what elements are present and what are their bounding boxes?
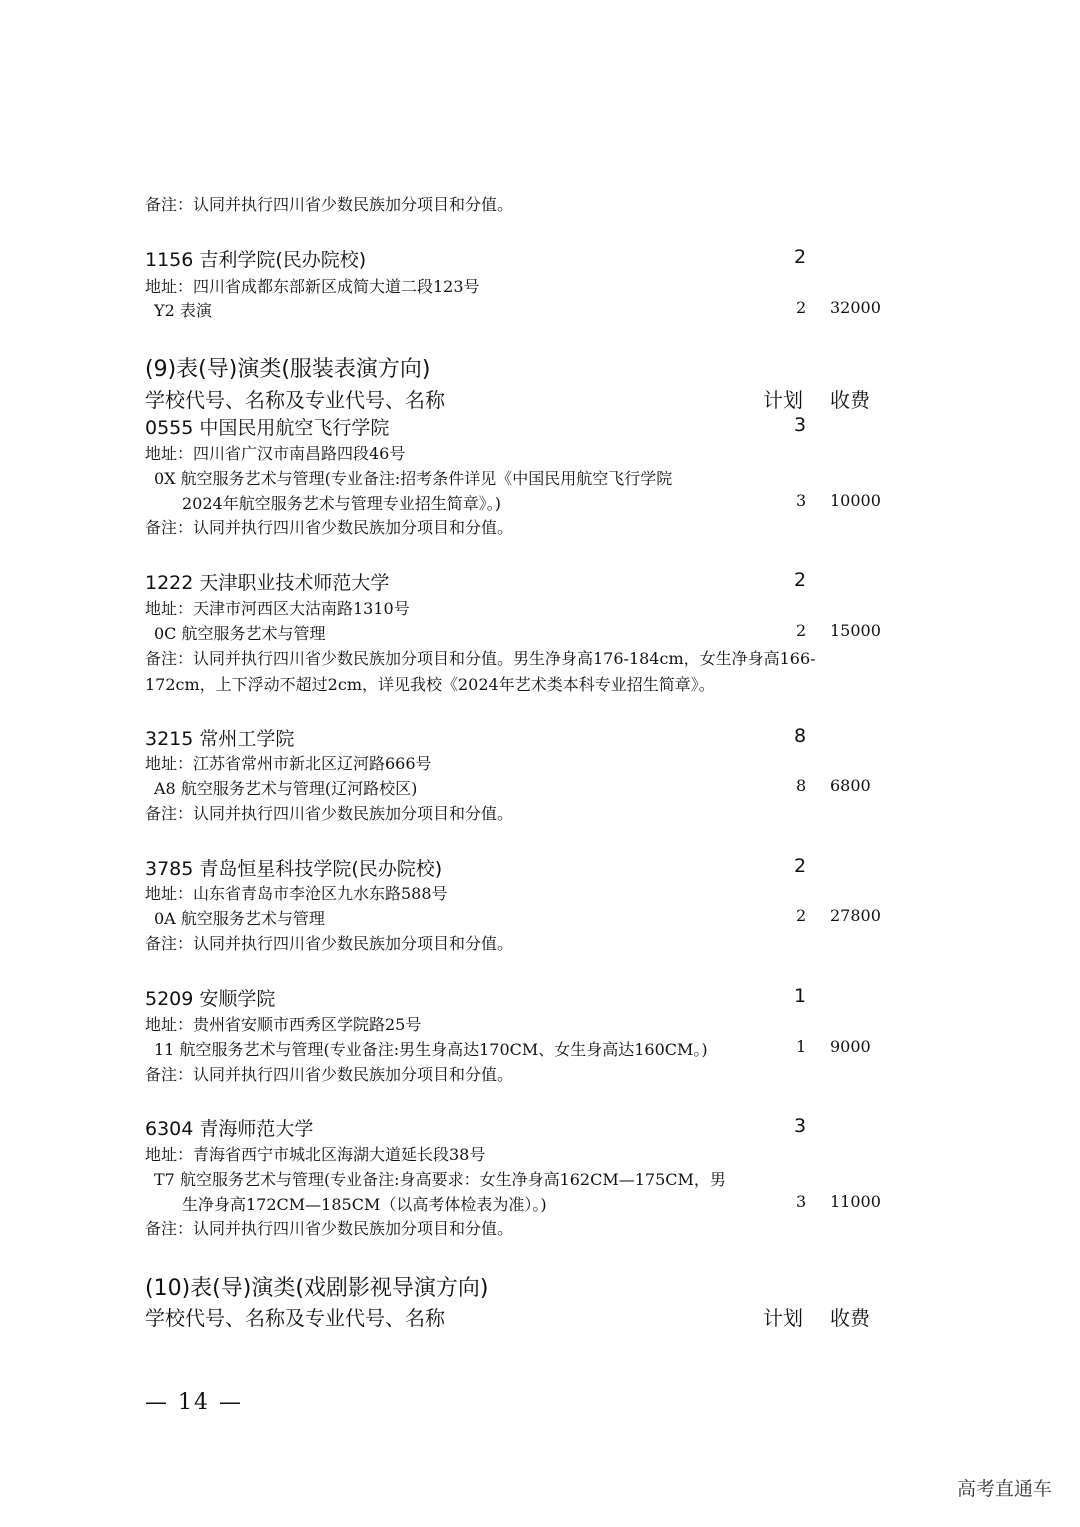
school-address: 地址：山东省青岛市李沧区九水东路588号: [145, 884, 448, 903]
remark-text: 备注：认同并执行四川省少数民族加分项目和分值。: [145, 1219, 514, 1238]
major-name-continued: 2024年航空服务艺术与管理专业招生简章》。): [182, 494, 501, 513]
school-name: 3215 常州工学院: [145, 728, 295, 750]
school-address: 地址：四川省广汉市南昌路四段46号: [145, 444, 406, 463]
school-name: 0555 中国民用航空飞行学院: [145, 417, 390, 439]
page-number: — 14 —: [145, 1390, 243, 1415]
remark-text: 备注：认同并执行四川省少数民族加分项目和分值。: [145, 1065, 514, 1084]
major-fee: 27800: [830, 906, 881, 925]
remark-text: 备注：认同并执行四川省少数民族加分项目和分值。: [145, 195, 514, 214]
school-plan: 2: [794, 855, 807, 877]
section-title: (9)表(导)演类(服装表演方向): [145, 357, 431, 382]
major-name: A8 航空服务艺术与管理(辽河路校区): [154, 779, 418, 798]
school-address: 地址：江苏省常州市新北区辽河路666号: [145, 754, 432, 773]
major-name: Y2 表演: [154, 301, 212, 320]
major-plan: 2: [796, 298, 807, 317]
table-header-plan: 计划: [763, 388, 803, 412]
school-name: 1222 天津职业技术师范大学: [145, 572, 390, 594]
major-name: 0X 航空服务艺术与管理(专业备注:招考条件详见《中国民用航空飞行学院: [154, 469, 673, 488]
school-plan: 8: [794, 725, 807, 747]
remark-text: 备注：认同并执行四川省少数民族加分项目和分值。: [145, 804, 514, 823]
table-header-fee: 收费: [830, 388, 870, 412]
school-address: 地址：贵州省安顺市西秀区学院路25号: [145, 1015, 422, 1034]
remark-text: 备注：认同并执行四川省少数民族加分项目和分值。男生净身高176-184cm，女生净身高166-: [145, 649, 816, 668]
remark-text-continued: 172cm，上下浮动不超过2cm，详见我校《2024年艺术类本科专业招生简章》。: [145, 675, 715, 694]
major-name: 11 航空服务艺术与管理(专业备注:男生身高达170CM、女生身高达160CM。): [154, 1040, 708, 1059]
major-name: 0C 航空服务艺术与管理: [154, 624, 326, 643]
major-plan: 8: [796, 776, 807, 795]
school-plan: 2: [794, 569, 807, 591]
major-fee: 11000: [830, 1192, 881, 1211]
major-fee: 15000: [830, 621, 881, 640]
major-name: 0A 航空服务艺术与管理: [154, 909, 325, 928]
school-address: 地址：四川省成都东部新区成简大道二段123号: [145, 277, 480, 296]
major-plan: 2: [796, 621, 807, 640]
major-fee: 32000: [830, 298, 881, 317]
remark-text: 备注：认同并执行四川省少数民族加分项目和分值。: [145, 518, 514, 537]
school-address: 地址：天津市河西区大沽南路1310号: [145, 599, 410, 618]
school-plan: 3: [794, 414, 807, 436]
watermark: 高考直通车: [956, 1478, 1052, 1500]
major-fee: 10000: [830, 491, 881, 510]
school-plan: 2: [794, 246, 807, 268]
school-name: 3785 青岛恒星科技学院(民办院校): [145, 858, 443, 880]
school-name: 1156 吉利学院(民办院校): [145, 249, 367, 271]
major-name: T7 航空服务艺术与管理(专业备注:身高要求：女生净身高162CM—175CM，男: [154, 1170, 726, 1189]
major-name-continued: 生净身高172CM—185CM（以高考体检表为准）。): [182, 1195, 547, 1214]
major-plan: 3: [796, 491, 807, 510]
school-name: 6304 青海师范大学: [145, 1118, 314, 1140]
section-title: (10)表(导)演类(戏剧影视导演方向): [145, 1276, 489, 1301]
school-name: 5209 安顺学院: [145, 988, 276, 1010]
table-header-label: 学校代号、名称及专业代号、名称: [145, 388, 445, 412]
major-fee: 6800: [830, 776, 871, 795]
remark-text: 备注：认同并执行四川省少数民族加分项目和分值。: [145, 934, 514, 953]
school-plan: 1: [794, 985, 807, 1007]
major-fee: 9000: [830, 1037, 871, 1056]
table-header-label: 学校代号、名称及专业代号、名称: [145, 1306, 445, 1330]
table-header-fee: 收费: [830, 1306, 870, 1330]
table-header-plan: 计划: [763, 1306, 803, 1330]
major-plan: 3: [796, 1192, 807, 1211]
school-plan: 3: [794, 1115, 807, 1137]
major-plan: 1: [796, 1037, 807, 1056]
major-plan: 2: [796, 906, 807, 925]
school-address: 地址：青海省西宁市城北区海湖大道延长段38号: [145, 1145, 486, 1164]
